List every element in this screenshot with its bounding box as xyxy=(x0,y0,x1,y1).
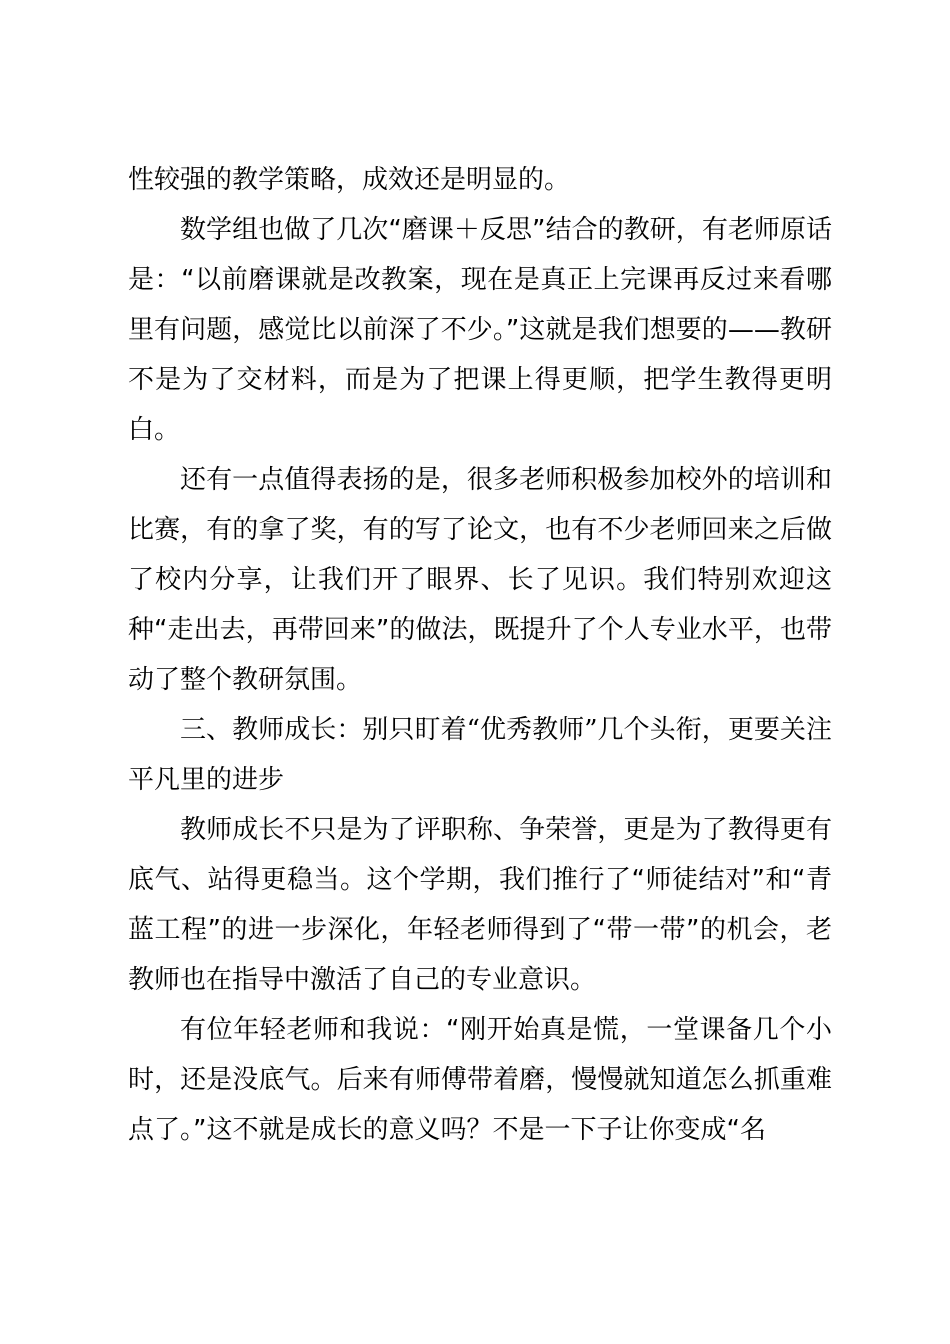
paragraph-young-teacher-quote: 有位年轻老师和我说：“刚开始真是慌，一堂课备几个小时，还是没底气。后来有师傅带着磨，慢慢就知道怎么抓重难点了。”这不就是成长的意义吗？不是一下子让你变成“名 xyxy=(128,1015,832,1145)
paragraph-external-training: 还有一点值得表扬的是，很多老师积极参加校外的培训和比赛，有的拿了奖，有的写了论文，也有不少老师回来之后做了校内分享，让我们开了眼界、长了见识。我们特别欢迎这种“走出去，再带回来”的做法，既提升了个人专业水平，也带动了整个教研氛围。 xyxy=(128,465,832,695)
paragraph-continuation: 性较强的教学策略，成效还是明显的。 xyxy=(128,165,571,195)
paragraph-teacher-growth: 教师成长不只是为了评职称、争荣誉，更是为了教得更有底气、站得更稳当。这个学期，我们推行了“师徒结对”和“青蓝工程”的进一步深化，年轻老师得到了“带一带”的机会，老教师也在指导中激活了自己的专业意识。 xyxy=(128,815,832,995)
section-heading-teacher-growth: 三、教师成长：别只盯着“优秀教师”几个头衔，更要关注平凡里的进步 xyxy=(128,715,832,795)
document-page xyxy=(128,155,832,1155)
paragraph-math-group-research: 数学组也做了几次“磨课＋反思”结合的教研，有老师原话是：“以前磨课就是改教案，现在是真正上完课再反过来看哪里有问题，感觉比以前深了不少。”这就是我们想要的——教研不是为了交材料，而是为了把课上得更顺，把学生教得更明白。 xyxy=(128,215,832,445)
